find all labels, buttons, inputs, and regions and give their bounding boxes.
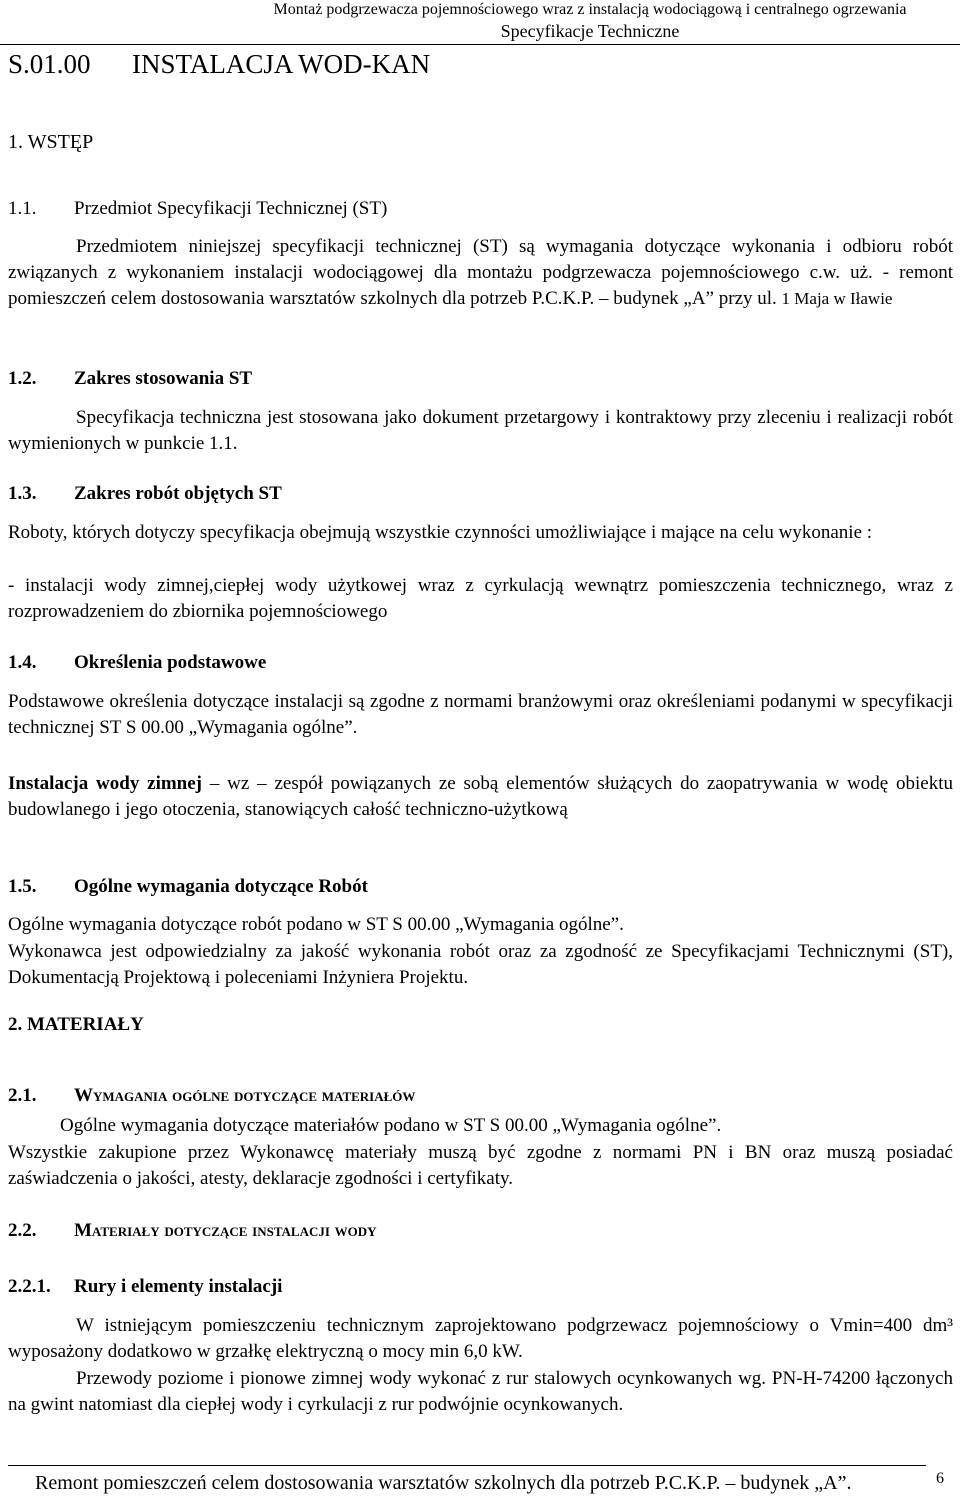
section-title: Wymagania ogólne dotyczące materiałów [74,1085,416,1106]
section-2-2-1-text-2: Przewody poziome i pionowe zimnej wody wykonać z rur stalowych ocynkowanych wg. PN-H-74200 łączonych na gwint natomiast dla ciepłej wody i cyrkulacji z rur podwójnie ocynkowanych. [8,1368,953,1415]
section-number: 2.2.1. [8,1276,51,1297]
section-1-5-text-1: Ogólne wymagania dotyczące robót podano w ST S 00.00 „Wymagania ogólne”. [8,914,624,935]
section-title: Rury i elementy instalacji [74,1276,283,1297]
section-2-2-heading [8,1218,953,1244]
section-number: 2.1. [8,1085,37,1106]
document-code: S.01.00 [8,49,91,79]
section-2-1-text-1: Ogólne wymagania dotyczące materiałów podano w ST S 00.00 „Wymagania ogólne”. [60,1115,722,1136]
section-title: Przedmiot Specyfikacji Technicznej (ST) [74,198,388,219]
section-2-heading: 2. MATERIAŁY [8,1014,144,1035]
section-title: Zakres robót objętych ST [74,483,282,504]
defined-term: Instalacja wody zimnej [8,773,203,794]
section-1-2-text: Specyfikacja techniczna jest stosowana jako dokument przetargowy i kontraktowy przy zleceniu i realizacji robót wymienionych w punkcie 1.1. [8,407,953,454]
page-number: 6 [936,1470,944,1487]
section-1-3-heading [8,481,953,507]
section-2-2-1-heading [8,1274,953,1300]
paragraph: Przedmiotem niniejszej specyfikacji technicznej (ST) są wymagania dotyczące wykonania i odbioru robót związanych z wykonaniem instalacji wodociągowej dla montażu podgrzewacza pojemnościowego c.w. uż. - remont pomieszczeń celem dostosowania warsztatów szkolnych dla potrzeb P.C.K.P. – budynek „A” przy ul. [8,236,953,309]
header-divider [0,44,960,45]
header-doc-type: Specyfikacje Techniczne [500,21,680,41]
paragraph: 1 Maja w Iławie [781,289,893,308]
section-number: 2.2. [8,1220,37,1241]
section-number: 1.5. [8,876,37,897]
section-title: Określenia podstawowe [74,652,267,673]
section-number: 1.3. [8,483,37,504]
document-title-text: INSTALACJA WOD-KAN [132,49,431,79]
section-title: Ogólne wymagania dotyczące Robót [74,876,368,897]
section-1-3-text-1: Roboty, których dotyczy specyfikacja obejmują wszystkie czynności umożliwiające i mające na celu wykonanie : [8,522,873,543]
section-1-1-text [8,234,953,312]
section-1-5-heading [8,874,953,900]
section-number: 1.2. [8,368,37,389]
section-1-4-text-1: Podstawowe określenia dotyczące instalacji są zgodne z normami branżowymi oraz określeniami podanymi w specyfikacji technicznej ST S 00.00 „Wymagania ogólne”. [8,691,953,738]
section-2-2-1-text-1: W istniejącym pomieszczeniu technicznym zaprojektowano podgrzewacz pojemnościowy o Vmin=400 dm³ wyposażony dodatkowo w grzałkę elektryczną o mocy min 6,0 kW. [8,1315,953,1362]
section-1-4-heading [8,650,953,676]
document-title [8,48,953,80]
section-1-2-heading [8,366,953,392]
section-1-4-definition [8,771,953,823]
term-definition: – wz – zespół powiązanych ze sobą elementów służących do zaopatrywania w wodę obiektu budowlanego i jego otoczenia, stanowiących całość techniczno-użytkową [8,773,953,820]
header-project-title: Montaż podgrzewacza pojemnościowego wraz z instalacją wodociągową i centralnego ogrzewania [273,1,907,18]
section-1-3-text-2: - instalacji wody zimnej,ciepłej wody użytkowej wraz z cyrkulacją wewnątrz pomieszczenia technicznego, wraz z rozprowadzeniem do zbiornika pojemnościowego [8,575,953,622]
section-1-1-heading [8,196,953,222]
section-2-1-heading [8,1083,953,1109]
footer-divider [8,1465,926,1466]
section-title: Materiały dotyczące instalacji wody [74,1220,377,1241]
section-number: 1.4. [8,652,37,673]
footer-text: Remont pomieszczeń celem dostosowania warsztatów szkolnych dla potrzeb P.C.K.P. – budynek „A”. [35,1472,852,1494]
section-1-heading: 1. WSTĘP [8,131,94,153]
section-number: 1.1. [8,198,37,219]
section-2-1-text-2: Wszystkie zakupione przez Wykonawcę materiały muszą być zgodne z normami PN i BN oraz muszą posiadać zaświadczenia o jakości, atesty, deklaracje zgodności i certyfikaty. [8,1142,953,1189]
section-1-5-text-2: Wykonawca jest odpowiedzialny za jakość wykonania robót oraz za zgodność ze Specyfikacjami Technicznymi (ST), Dokumentacją Projektową i poleceniami Inżyniera Projektu. [8,941,953,988]
section-title: Zakres stosowania ST [74,368,253,389]
